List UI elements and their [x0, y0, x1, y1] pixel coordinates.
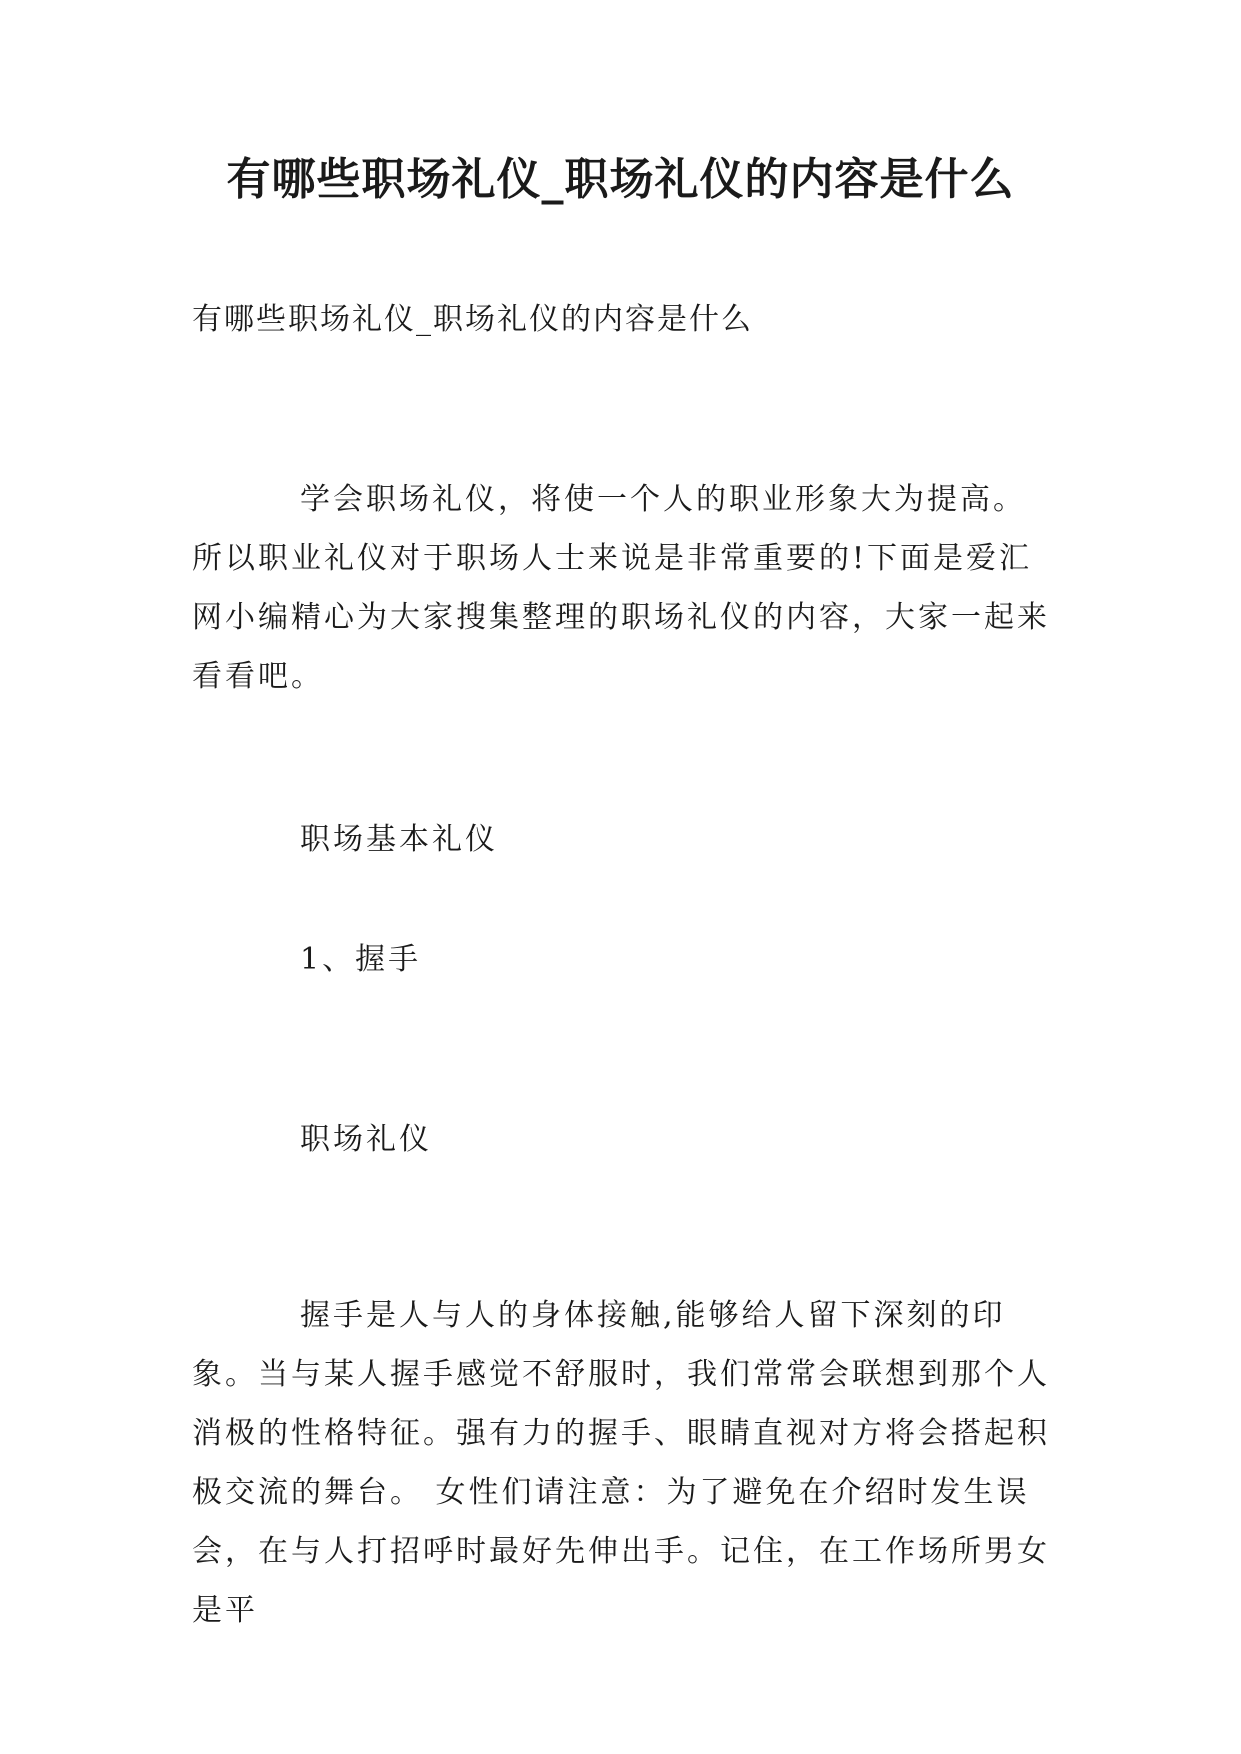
section-heading-workplace-etiquette: 职场礼仪 — [300, 1122, 432, 1157]
intro-paragraph: 学会职场礼仪，将使一个人的职业形象大为提高。所以职业礼仪对于职场人士来说是非常重要的!下面是爱汇网小编精心为大家搜集整理的职场礼仪的内容，大家一起来看看吧。 — [192, 482, 1050, 694]
section-heading-basic-etiquette: 职场基本礼仪 — [300, 822, 498, 857]
section-heading-handshake: 1、握手 — [300, 942, 422, 977]
document-title: 有哪些职场礼仪_职场礼仪的内容是什么 — [226, 154, 1015, 205]
document-subtitle: 有哪些职场礼仪_职场礼仪的内容是什么 — [192, 302, 753, 337]
handshake-body-paragraph: 握手是人与人的身体接触,能够给人留下深刻的印象。当与某人握手感觉不舒服时，我们常常会联想到那个人消极的性格特征。强有力的握手、眼睛直视对方将会搭起积极交流的舞台。 女性们请注意：为了避免在介绍时发生误会，在与人打招呼时最好先伸出手。记住，在工作场所男女是平 — [192, 1298, 1050, 1628]
